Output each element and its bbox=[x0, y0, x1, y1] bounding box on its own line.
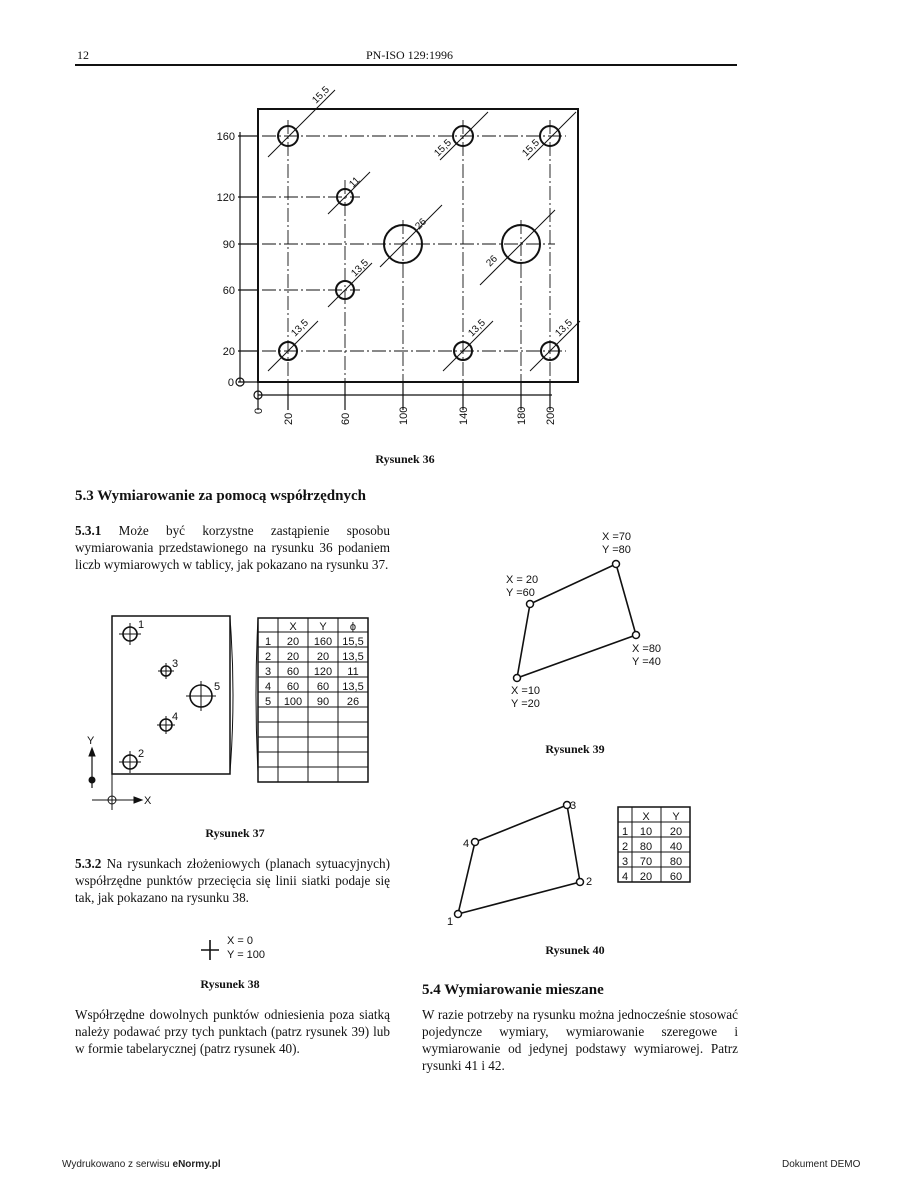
table-cell: 13,5 bbox=[342, 681, 364, 693]
table-cell: 2 bbox=[264, 651, 272, 663]
axis-y-label: Y bbox=[87, 735, 95, 747]
figure-38 bbox=[195, 930, 275, 966]
dim-label: 13,5 bbox=[466, 317, 488, 340]
y-tick: 20 bbox=[222, 346, 235, 358]
table-cell: 20 bbox=[639, 871, 653, 883]
table-cell: 13,5 bbox=[342, 651, 364, 663]
caption-fig39: Rysunek 39 bbox=[545, 742, 605, 756]
table-cell: 20 bbox=[286, 651, 300, 663]
fig39-label: X =80 bbox=[632, 643, 662, 655]
table-cell: 40 bbox=[669, 841, 683, 853]
table-cell: 5 bbox=[264, 696, 272, 708]
table-cell: 26 bbox=[346, 696, 360, 708]
figure-40 bbox=[440, 795, 700, 930]
table-header: X bbox=[642, 811, 650, 823]
point-label: 2 bbox=[586, 876, 593, 888]
table-cell: 2 bbox=[621, 841, 629, 853]
x-tick: 20 bbox=[283, 412, 295, 425]
table-cell: 100 bbox=[283, 696, 303, 708]
fig39-label: X =10 bbox=[511, 685, 541, 697]
y-tick: 160 bbox=[216, 131, 235, 143]
table-cell: 1 bbox=[621, 826, 629, 838]
table-header: Y bbox=[319, 621, 327, 633]
caption-fig38: Rysunek 38 bbox=[200, 977, 260, 991]
dim-label: 15,5 bbox=[520, 137, 542, 160]
dim-label: 13,5 bbox=[553, 317, 575, 340]
table-cell: 70 bbox=[639, 856, 653, 868]
x-tick: 180 bbox=[516, 406, 528, 425]
y-tick: 0 bbox=[227, 377, 234, 389]
section-title-5-3: 5.3 Wymiarowanie za pomocą współrzędnych bbox=[75, 488, 366, 504]
figure-37 bbox=[80, 610, 380, 810]
fig39-label: Y =40 bbox=[632, 656, 661, 668]
table-cell: 10 bbox=[639, 826, 653, 838]
y-tick: 60 bbox=[222, 285, 235, 297]
fig39-label: Y =20 bbox=[511, 698, 540, 710]
paragraph-coordinates: Współrzędne dowolnych punktów odniesienia poza siatką należy podawać przy tych punktach (patrz rysunek 39) lub w formie tabelarycznej (patrz rysunek 40). bbox=[75, 1007, 390, 1056]
table-cell: 60 bbox=[316, 681, 330, 693]
header-rule bbox=[75, 64, 737, 66]
fig39-label: X =70 bbox=[602, 531, 632, 543]
x-tick: 0 bbox=[253, 407, 265, 414]
table-cell: 11 bbox=[347, 666, 359, 678]
fig38-y: Y = 100 bbox=[227, 949, 266, 961]
table-cell: 20 bbox=[316, 651, 330, 663]
table-cell: 60 bbox=[286, 666, 300, 678]
dim-label: 26 bbox=[484, 253, 500, 270]
point-label: 3 bbox=[570, 800, 577, 812]
dim-label: 13,5 bbox=[349, 257, 371, 280]
caption-fig37: Rysunek 37 bbox=[205, 826, 265, 840]
dim-label: 15,5 bbox=[310, 84, 332, 107]
footer-right: Dokument DEMO bbox=[782, 1159, 861, 1170]
table-cell: 80 bbox=[639, 841, 653, 853]
point-label: 1 bbox=[447, 916, 454, 928]
table-cell: 120 bbox=[313, 666, 333, 678]
table-cell: 160 bbox=[313, 636, 333, 648]
table-cell: 15,5 bbox=[342, 636, 364, 648]
x-tick: 200 bbox=[545, 406, 557, 425]
table-cell: 4 bbox=[264, 681, 272, 693]
table-cell: 20 bbox=[669, 826, 683, 838]
footer-left: Wydrukowano z serwisu eNormy.pl bbox=[62, 1159, 221, 1170]
fig39-label: Y =80 bbox=[602, 544, 631, 556]
caption-fig40: Rysunek 40 bbox=[545, 943, 605, 957]
fig39-label: X = 20 bbox=[506, 574, 539, 586]
dim-label: 26 bbox=[413, 216, 429, 233]
table-cell: 4 bbox=[621, 871, 629, 883]
x-tick: 60 bbox=[340, 412, 352, 425]
paragraph-5-3-1: 5.3.1 Może być korzystne zastąpienie sposobu wymiarowania przedstawionego na rysunku 36 podaniem liczb wymiarowych w tablicy, jak pokazano na rysunku 37. bbox=[75, 523, 390, 572]
paragraph-5-3-2: 5.3.2 Na rysunkach złożeniowych (planach sytuacyjnych) współrzędne punktów przecięcia się linii siatki podaje się tak, jak pokazano na rysunku 38. bbox=[75, 856, 391, 905]
standard-id: PN-ISO 129:1996 bbox=[366, 48, 454, 62]
table-cell: 3 bbox=[264, 666, 272, 678]
point-label: 1 bbox=[138, 619, 145, 631]
point-label: 4 bbox=[172, 711, 179, 723]
figure-36 bbox=[210, 80, 590, 430]
table-cell: 3 bbox=[621, 856, 629, 868]
fig39-label: Y =60 bbox=[506, 587, 535, 599]
y-tick: 120 bbox=[216, 192, 235, 204]
paragraph-5-4: W razie potrzeby na rysunku można jednocześnie stosować pojedyncze wymiary, wymiarowanie szeregowe i wymiarowanie od jedynej podstawy wymiarowej. Patrz rysunki 41 i 42. bbox=[422, 1007, 738, 1073]
y-tick: 90 bbox=[222, 239, 235, 251]
axis-x-label: X bbox=[144, 795, 152, 807]
caption-fig36: Rysunek 36 bbox=[375, 452, 435, 466]
dim-label: 11 bbox=[347, 174, 363, 191]
section-title-5-4: 5.4 Wymiarowanie mieszane bbox=[422, 982, 604, 998]
point-label: 2 bbox=[138, 748, 145, 760]
dim-label: 15,5 bbox=[432, 137, 454, 160]
table-cell: 1 bbox=[264, 636, 272, 648]
table-cell: 60 bbox=[669, 871, 683, 883]
table-header: Y bbox=[672, 811, 680, 823]
table-header: ϕ bbox=[349, 621, 357, 633]
point-label: 3 bbox=[172, 658, 179, 670]
point-label: 5 bbox=[214, 681, 221, 693]
figure-39 bbox=[495, 530, 695, 720]
page-number: 12 bbox=[77, 48, 89, 62]
brand-link[interactable]: eNormy.pl bbox=[172, 1159, 221, 1170]
table-cell: 60 bbox=[286, 681, 300, 693]
x-tick: 100 bbox=[398, 406, 410, 425]
x-tick: 140 bbox=[458, 406, 470, 425]
table-cell: 80 bbox=[669, 856, 683, 868]
table-cell: 90 bbox=[316, 696, 330, 708]
table-cell: 20 bbox=[286, 636, 300, 648]
table-header: X bbox=[289, 621, 297, 633]
dim-label: 13,5 bbox=[289, 317, 311, 340]
point-label: 4 bbox=[463, 838, 470, 850]
fig38-x: X = 0 bbox=[227, 935, 253, 947]
